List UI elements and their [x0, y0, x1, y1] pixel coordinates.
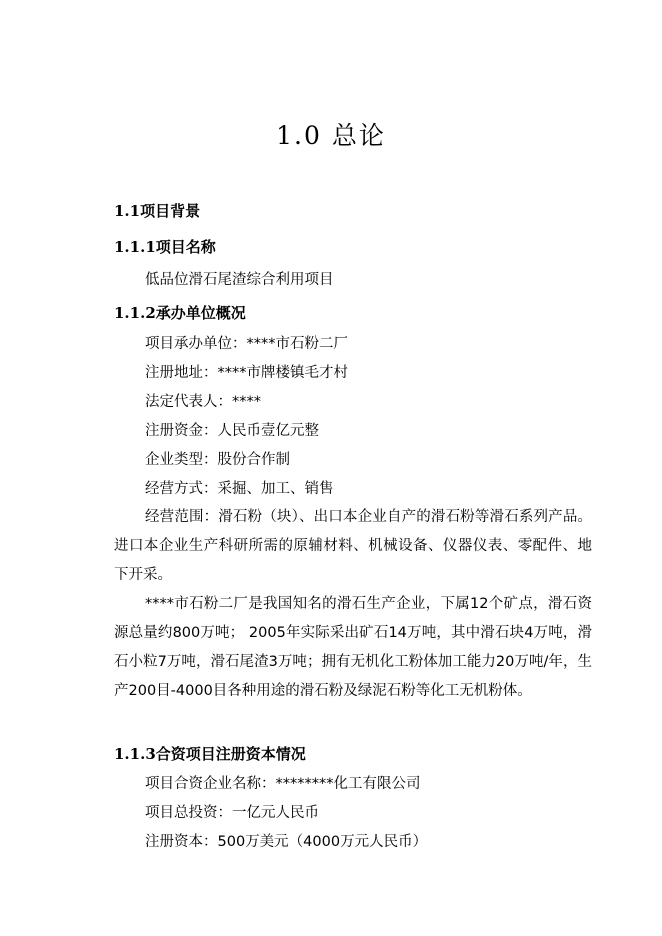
info-line: 企业类型：股份合作制	[145, 452, 290, 468]
info-line: 项目承办单位：****市石粉二厂	[145, 336, 348, 352]
info-line: 注册资金：人民币壹亿元整	[145, 423, 319, 439]
company-intro-paragraph: ****市石粉二厂是我国知名的滑石生产企业，下属12个矿点，滑石资源总量约800万吨； 2005年实际采出矿石14万吨，其中滑石块4万吨，滑石小粒7万吨，滑石尾渣3万吨；拥有无机化工粉体加工能力20万吨/年，生产200目-4000目各种用途的滑石粉及绿泥石粉等化工无机粉体。	[114, 596, 592, 699]
project-name: 低品位滑石尾渣综合利用项目	[145, 272, 334, 288]
info-line: 法定代表人：****	[145, 394, 261, 410]
jv-line: 注册资本：500万美元（4000万元人民币）	[145, 834, 428, 850]
business-scope-paragraph: 经营范围：滑石粉（块）、出口本企业自产的滑石粉等滑石系列产品。进口本企业生产科研所需的原辅材料、机械设备、仪器仪表、零配件、地下开采。	[114, 509, 592, 583]
section-heading-1-1-1: 1.1.1项目名称	[114, 238, 216, 256]
section-heading-1-1-3: 1.1.3合资项目注册资本情况	[114, 745, 306, 763]
section-heading-1-1-2: 1.1.2承办单位概况	[114, 304, 246, 322]
jv-line: 项目总投资：一亿元人民币	[145, 805, 319, 821]
info-line: 注册地址：****市牌楼镇毛才村	[145, 365, 348, 381]
section-heading-1-1: 1.1项目背景	[114, 202, 201, 220]
jv-line: 项目合资企业名称：********化工有限公司	[145, 776, 421, 792]
info-line: 经营方式：采掘、加工、销售	[145, 481, 334, 497]
page-title: 1.0 总论	[276, 121, 386, 150]
